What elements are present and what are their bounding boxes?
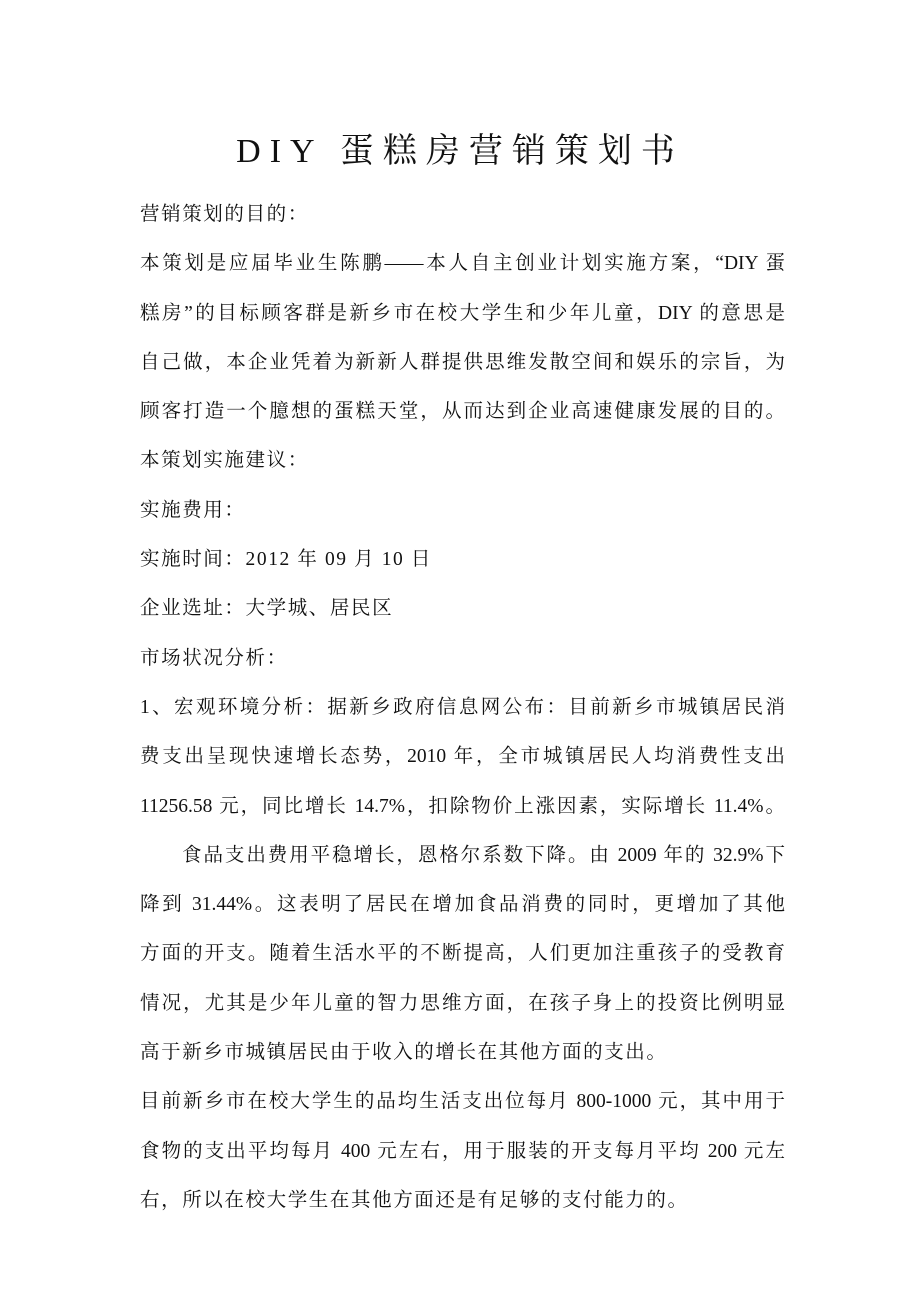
field-implementation-date: 实施时间：2012 年 09 月 10 日	[140, 549, 432, 571]
paragraph-line: 情况，尤其是少年儿童的智力思维方面，在孩子身上的投资比例明显	[140, 992, 785, 1014]
field-implementation-cost: 实施费用：	[140, 499, 246, 521]
paragraph-line: 本策划是应届毕业生陈鹏——本人自主创业计划实施方案，“DIY 蛋	[140, 253, 785, 275]
paragraph-line: 11256.58 元，同比增长 14.7%，扣除物价上涨因素，实际增长 11.4%。	[140, 795, 785, 817]
paragraph-line: 目前新乡市在校大学生的品均生活支出位每月 800-1000 元，其中用于	[140, 1091, 785, 1113]
paragraph-line: 降到 31.44%。这表明了居民在增加食品消费的同时，更增加了其他	[140, 894, 785, 916]
paragraph-line: 食品支出费用平稳增长，恩格尔系数下降。由 2009 年的 32.9%下	[182, 844, 785, 866]
section-heading-purpose: 营销策划的目的：	[140, 204, 309, 225]
paragraph-line: 方面的开支。随着生活水平的不断提高，人们更加注重孩子的受教育	[140, 943, 785, 965]
document-title: DIY 蛋糕房营销策划书	[236, 133, 684, 170]
field-location: 企业选址：大学城、居民区	[140, 598, 394, 620]
paragraph-line: 1、宏观环境分析：据新乡政府信息网公布：目前新乡市城镇居民消	[140, 696, 785, 718]
section-heading-market-analysis: 市场状况分析：	[140, 647, 288, 669]
paragraph-line: 高于新乡市城镇居民由于收入的增长在其他方面的支出。	[140, 1042, 668, 1064]
paragraph-line: 自己做，本企业凭着为新新人群提供思维发散空间和娱乐的宗旨，为	[140, 351, 785, 373]
paragraph-line: 食物的支出平均每月 400 元左右，用于服装的开支每月平均 200 元左	[140, 1140, 785, 1162]
document-body	[140, 190, 785, 1225]
paragraph-line: 右，所以在校大学生在其他方面还是有足够的支付能力的。	[140, 1189, 689, 1211]
paragraph-line: 费支出呈现快速增长态势，2010 年，全市城镇居民人均消费性支出	[140, 746, 785, 768]
paragraph-line: 糕房”的目标顾客群是新乡市在校大学生和少年儿童，DIY 的意思是	[140, 302, 785, 324]
paragraph-line: 顾客打造一个臆想的蛋糕天堂，从而达到企业高速健康发展的目的。	[140, 401, 785, 423]
section-heading-suggestions: 本策划实施建议：	[140, 450, 309, 472]
